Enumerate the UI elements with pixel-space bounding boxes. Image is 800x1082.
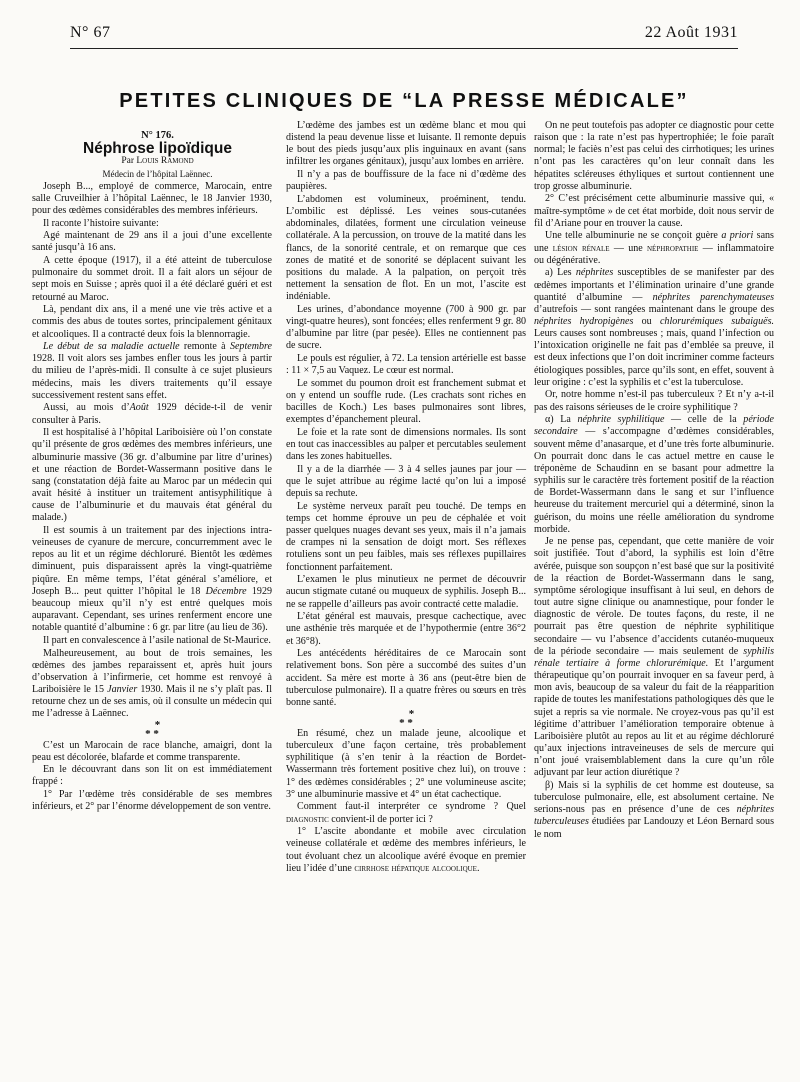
paragraph: C’est un Marocain de race blanche, amaigri, dont la peau est décolorée, blafarde et comme transparente. [32,739,272,763]
paragraph: 2° C’est précisément cette albuminurie massive qui, « maître-symptôme » de cet état morbide, doit nous servir de fil d’Ariane pour en trouver la cause. [534,193,774,229]
column-3 [534,120,774,841]
text-run: Je ne pense pas, cependant, que cette manière de voir soit justifiée. Tout d’abord, la syphilis est loin d’être avérée, puisque son soupçon n’est basé que sur la positivité de la réaction de Bordet-Wassermann dans le sang, symptôme sérologique insuffisant à lui seul, en dehors de tout autre signe clinique ou anamnestique, pour fonder le diagnostic de vérole. De toutes façons, du reste, il ne pourrait pas être question de néphrite syphilitique secondaire — vu l’absence d’accidents cutanéo-muqueux de la période secondaire — mais seulement de [534,536,774,657]
paragraph [534,780,774,841]
paragraph [286,826,526,875]
paragraph: En résumé, chez un malade jeune, alcoolique et tuberculeux d’une façon certaine, très probablement syphilitique (à s’en tenir à la réaction de Bordet-Wassermann très fortement positive chez lui), on trouve : 1° des œdèmes considérables ; 2° une volumineuse ascite; 3° une albuminurie massive et 4° un état cachectique. [286,728,526,800]
paragraph: Il est hospitalisé à l’hôpital Lariboisière où l’on constate qu’il présente de gros œdèmes des membres inférieurs, une albuminurie massive (36 gr. d’albumine par litre d’urines) et une réaction de Bordet-Wassermann positive dans le sang (constatation déjà faite au Maroc par un médecin qui avait hésité à instituer un traitement antisyphilitique à cause de l’albuminurie et du mauvais état général du malade.) [32,427,272,524]
paragraph: En le découvrant dans son lit on est immédiatement frappé : [32,764,272,788]
text-run: 1929 beaucoup mieux qu’il n’y est entré quelques mois auparavant. Cependant, ses urines renferment encore une notable quantité d’albumine : 6 gr. par litre (au lieu de 36). [32,585,273,634]
paragraph: Les antécédents héréditaires de ce Marocain sont relativement bons. Son père a succombé des suites d’un accident. Sa mère est morte à 36 ans (peut-être bien de tuberculose pulmonaire). Il a quatre frères ou sœurs en très bonne santé. [286,648,526,708]
article-byline [32,155,272,167]
text-run: β) Mais si la syphilis de cet homme est douteuse, sa tuberculose pulmonaire, elle, est absolument certaine. Ne serions-nous pas en présence d’une de ces [534,779,774,816]
paragraph: Le pouls est régulier, à 72. La tension artérielle est basse : 11 × 7,5 au Vaquez. Le cœur est normal. [286,352,526,377]
text-run: convient-il de porter ici ? [328,813,433,825]
page-header [70,24,738,46]
text-run: Il est soumis à un traitement par des injections intra-veineuses de cyanure de mercure, concurremment avec le repos au lit et un régime déchloruré. Bientôt les œdèmes diminuent, puis disparaissent après la vingt-quatrième piqûre. En même temps, l’état général s’améliore, et Joseph B... peut quitter l’hôpital le 18 [32,525,272,597]
paragraph: L’abdomen est volumineux, proéminent, tendu. L’ombilic est déplissé. Les veines sous-cutanées abdominales, dilatées, forment une circulation veineuse collatérale. A la percussion, on trouve de la matité dans les flancs, de la sonorité centrale, et on remarque que ces zones de matité et de sonorité se déplacent suivant les positions du malade. A la palpation, on perçoit très nettement la sensation de flot. En un mot, l’ascite est indéniable. [286,193,526,303]
column-2 [286,120,526,875]
italic-text: néphrites [575,267,614,279]
italic-text: Janvier [107,684,138,696]
italic-text: Septembre [229,341,272,353]
byline-prefix: Par [121,156,134,167]
masthead-title: PETITES CLINIQUES DE “LA PRESSE MÉDICALE” [119,90,689,112]
paragraph [32,341,272,402]
paragraph: Le foie et la rate sont de dimensions normales. Ils sont en tout cas inaccessibles au palper et percutables seulement dans les zones habituelles. [286,426,526,463]
paragraph: Il part en convalescence à l’asile national de St-Maurice. [43,634,271,646]
paragraph: Là, pendant dix ans, il a mené une vie très active et a commis des abus de toutes sortes, principalement génitaux et alcooliques. Il a contracté deux fois la blennorragie. [32,304,272,340]
text-run: a) Les [545,267,576,279]
text-run: 1° L’ascite abondante et mobile avec circulation veineuse collatérale et œdème des membres inférieurs, le tout évoluant chez un alcoolique avéré évoque en premier lieu l’idée d’une [286,826,526,874]
text-run: 1930. Mais il ne s’y plaît pas. Il retourne chez un de ses amis, où il consulte un médecin qui me l’adresse à Laënnec. [32,684,272,720]
article-title: Néphrose lipoïdique [83,139,232,157]
small-caps-text: néphropathie [646,242,699,254]
paragraph: Le sommet du poumon droit est franchement submat et on y entend un souffle rude. (Les crachats sont riches en bacilles de Koch.) Les bases pulmonaires sont libres, exemptes d’épanchement pleural. [286,377,526,426]
paragraph [32,402,272,426]
text-run: 1929 décide-t-il de venir consulter à Paris. [32,402,272,426]
paragraph [534,267,774,389]
paragraph: Agé maintenant de 29 ans il a joui d’une excellente santé jusqu’à 16 ans. [32,230,272,254]
italic-text: Août [129,402,149,414]
text-run: α) La [545,414,578,426]
paragraph: Les urines, d’abondance moyenne (700 à 900 gr. par vingt-quatre heures), sont foncées; elles renferment 9 gr. 80 d’albumine par litre (par pesée). Elles ne contiennent pas de sucre. [286,303,526,352]
paragraph: L’œdème des jambes est un œdème blanc et mou qui distend la peau devenue lisse et luisante. Il remonte depuis le bout des pieds jusqu’aux plis inguinaux en avant (sans infiltrer les organes génitaux), jusqu’aux lombes en arrière. [286,120,526,168]
column-1 [32,130,272,814]
paragraph: A cette époque (1917), il a été atteint de tuberculose pulmonaire du sommet droit. Il a fait alors un séjour de sept mois en Suisse ; après quoi il a été déclaré guéri et est retourné au Maroc. [32,255,272,303]
paragraph: Il y a de la diarrhée — 3 à 4 selles jaunes par jour — que le sujet attribue au régime lacté qu’on lui a imposé depuis sa rechute. [286,463,526,500]
header-rule [70,48,738,49]
text-run: — s’accompagne d’œdèmes considérables, souvent même d’anasarque, et d’une très forte albuminurie. On pourrait donc dans le cas actuel mettre en cause le tréponème de Schaudinn en se basant pour admettre la syphilis sur le caractère très fortement positif de la réaction de Bordet-Wassermann dans le sang et sur l’influence heureuse du traitement mercuriel qui a déterminé, sinon la guérison, du moins une réelle amélioration du syndrome morbide. [534,426,774,535]
italic-text: chlorurémiques subaiguës. [659,316,774,327]
small-caps-text: cirrhose hépatique alcoolique. [354,862,480,874]
paragraph: Il raconte l’histoire suivante: [43,217,159,229]
italic-text: période secondaire [534,414,774,438]
text-run: Aussi, au mois d’ [43,402,130,414]
text-run: d’autrefois — sont rangées maintenant dans le groupe des [534,303,774,315]
text-run: 1928. Il voit alors ses jambes enfler tous les jours à partir du milieu de l’après-midi. Il consulte à ce sujet plusieurs médecins, mais les divers traitements qu’il essaye successivement restent sans effet. [32,353,272,401]
author-affiliation: Médecin de l’hôpital Laënnec. [102,168,213,179]
text-run: Comment faut-il interpréter ce syndrome ? Quel [297,801,526,813]
paragraph: Joseph B..., employé de commerce, Marocain, entre salle Cruveilhier à l’hôpital Laënnec, le 18 Janvier 1930, pour des œdèmes considérables des membres inférieurs. [32,180,272,216]
section-separator: * * * [145,719,161,740]
text-run: sans une [534,230,774,254]
paragraph: Or, notre homme n’est-il pas tuberculeux ? Et n’y a-t-il pas des raisons sérieuses de le croire syphilitique ? [534,389,774,413]
text-run: — inflammatoire ou dégénérative. [534,242,774,266]
text-run: remonte à [179,341,230,353]
paragraph: L’état général est mauvais, presque cachectique, avec une asthénie très marquée et de l’hypothermie (entre 36°2 et 36°8). [286,611,526,647]
italic-text: néphrites hydropigènes [534,316,634,327]
italic-text: a priori [721,230,754,242]
paragraph [286,801,526,825]
paragraph [32,525,272,634]
article-number: N° 176. [141,130,174,141]
text-run: Malheureusement, au bout de trois semaines, les œdèmes des jambes reparaissent et, après huit jours d’observation à l’infirmerie, cet homme est renvoyé à Lariboisière le 15 [32,647,272,696]
italic-text: Le début de sa maladie actuelle [43,341,180,353]
paragraph: Le système nerveux paraît peu touché. De temps en temps cet homme éprouve un peu de céphalée et voit passer quelques nuages devant ses yeux, mais il n’a jamais de crampes ni la sensation de doigt mort. Ses réflexes rotuliens sont un peu faibles, mais ses réflexes pupillaires fonctionnent parfaitement. [286,500,526,573]
italic-text: néphrites parenchymateuses [652,291,775,303]
italic-text: néphrite syphilitique [577,414,665,426]
paragraph [534,230,774,266]
paragraph [32,648,272,721]
text-run: étudiées par Landouzy et Léon Bernard sous le nom [534,816,774,840]
paragraph [534,414,774,536]
text-run: susceptibles de se manifester par des œdèmes importants et l’élimination urinaire d’une grande quantité d’albumine — [534,267,774,303]
small-caps-text: lésion rénale [552,242,610,254]
italic-text: Décembre [205,585,247,597]
section-separator: * * * [399,707,415,729]
small-caps-text: diagnostic [286,813,329,825]
italic-text: néphrites tuberculeuses [534,804,774,828]
paragraph: Il n’y a pas de bouffissure de la face ni d’œdème des paupières. [286,169,526,193]
text-run: Et l’argument thérapeutique qu’on pourrait invoquer en sa faveur perd, à mon avis, beaucoup de sa valeur du fait de la réapparition rapide de toutes les manifestations pathologiques dès que le sujet a repris sa vie normale. Ne croyez-vous pas qu’il est légitime d’attribuer l’amélioration temporaire obtenue à Lariboisière plutôt au repos au lit et au régime déchloruré qu’aux injections intraveineuses de sels de mercure qui n’ont joué vraisemblablement dans la cure qu’un rôle adjuvant par leur action diurétique ? [534,657,774,779]
text-run: Une telle albuminurie ne se conçoit guère [545,230,722,242]
issue-number: N° 67 [70,24,111,41]
italic-text: syphilis rénale tertiaire à forme chlorurémique. [534,645,774,669]
text-run: ou [633,316,660,327]
paragraph: 1° Par l’œdème très considérable de ses membres inférieurs, et 2° par l’énorme développement de son ventre. [32,789,272,813]
paragraph: On ne peut toutefois pas adopter ce diagnostic pour cette raison que : la rate n’est pas hypertrophiée; le foie paraît normal; le faciès n’est pas celui des cirrhotiques; les urines n’ont pas les caractères qu’on leur connaît dans les hépatites scléreuses éthyliques et surtout contiennent une trop grosse albuminurie. [534,120,774,192]
text-run: Leurs causes sont nombreuses ; mais, quand l’infection ou l’intoxication originelle ne fait pas d’emblée sa preuve, il est deux infections que l’on doit incriminer comme facteurs étiologiques possibles, parce qu’ils sont, en effet, souvent à leur origine : c’est la syphilis et c’est la tuberculose. [534,328,774,388]
issue-date: 22 Août 1931 [644,24,738,41]
paragraph: L’examen le plus minutieux ne permet de découvrir aucun stigmate cutané ou muqueux de syphilis. Joseph B... ne se rappelle d’ailleurs pas avoir contracté cette maladie. [286,574,526,610]
author-name: Louis Ramond [136,156,194,167]
paragraph [534,536,774,779]
text-run: — une [609,242,647,254]
text-run: — celle de la [664,414,744,426]
